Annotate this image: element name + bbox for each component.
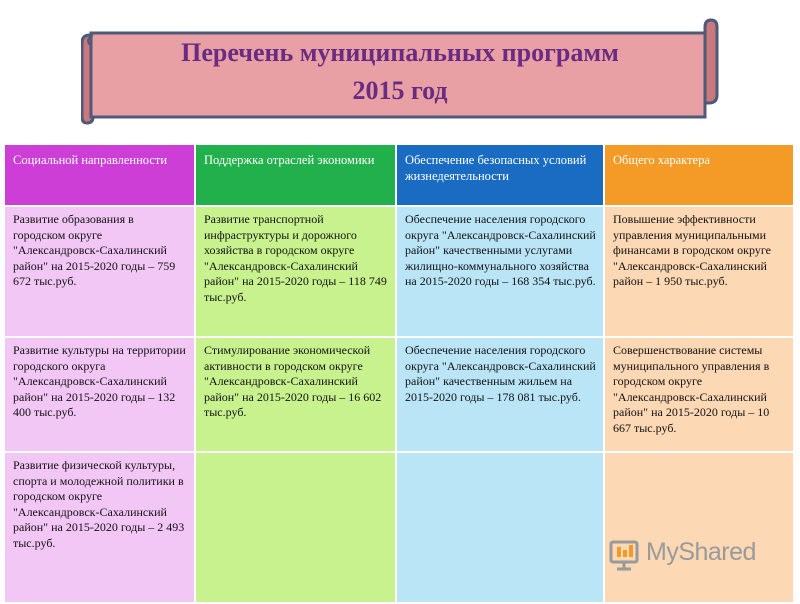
column-header-social: Социальной направленности [4, 144, 195, 206]
table-row [4, 452, 794, 603]
table-cell [396, 452, 604, 603]
programs-table [3, 143, 795, 604]
myshared-logo-icon [608, 538, 642, 572]
table-row [4, 206, 794, 337]
title-line-1: Перечень муниципальных программ [181, 38, 619, 67]
table-cell [604, 452, 794, 603]
table-row [4, 337, 794, 452]
column-header-economy: Поддержка отраслей экономики [195, 144, 396, 206]
title-line-2: 2015 год [352, 76, 448, 105]
table-cell: Обеспечение населения городского округа "Александровск-Сахалинский район" качественными услугами жилищно-коммунального хозяйства на 2015-2020 годы – 168 354 тыс.руб. [396, 206, 604, 337]
column-header-general: Общего характера [604, 144, 794, 206]
table-cell: Повышение эффективности управления муниципальными финансами в городском округе "Александровск-Сахалинский район – 1 950 тыс.руб. [604, 206, 794, 337]
page-title [100, 34, 700, 110]
column-header-safety: Обеспечение безопасных условий жизнедеятельности [396, 144, 604, 206]
table-cell [195, 452, 396, 603]
table-cell: Развитие культуры на территории городского округа "Александровск-Сахалинский район" на 2015-2020 годы – 132 400 тыс.руб. [4, 337, 195, 452]
table-cell: Развитие образования в городском округе "Александровск-Сахалинский район" на 2015-2020 годы – 759 672 тыс.руб. [4, 206, 195, 337]
watermark-text: MyShared [646, 538, 756, 566]
table-cell: Стимулирование экономической активности в городском округе "Александровск-Сахалинский район" на 2015-2020 годы – 16 602 тыс.руб. [195, 337, 396, 452]
watermark [606, 536, 776, 576]
table-cell: Обеспечение населения городского округа "Александровск-Сахалинский район" качественным жильем на 2015-2020 годы – 178 081 тыс.руб. [396, 337, 604, 452]
header-row [4, 144, 794, 206]
table-cell: Совершенствование системы муниципального управления в городском округе "Александровск-Сахалинский район" на 2015-2020 годы – 10 667 тыс.руб. [604, 337, 794, 452]
table-cell: Развитие транспортной инфраструктуры и дорожного хозяйства в городском округе "Александровск-Сахалинский район" на 2015-2020 годы – 118 749 тыс.руб. [195, 206, 396, 337]
table-cell: Развитие физической культуры, спорта и молодежной политики в городском округе "Александровск-Сахалинский район" на 2015-2020 годы – 2 493 тыс.руб. [4, 452, 195, 603]
